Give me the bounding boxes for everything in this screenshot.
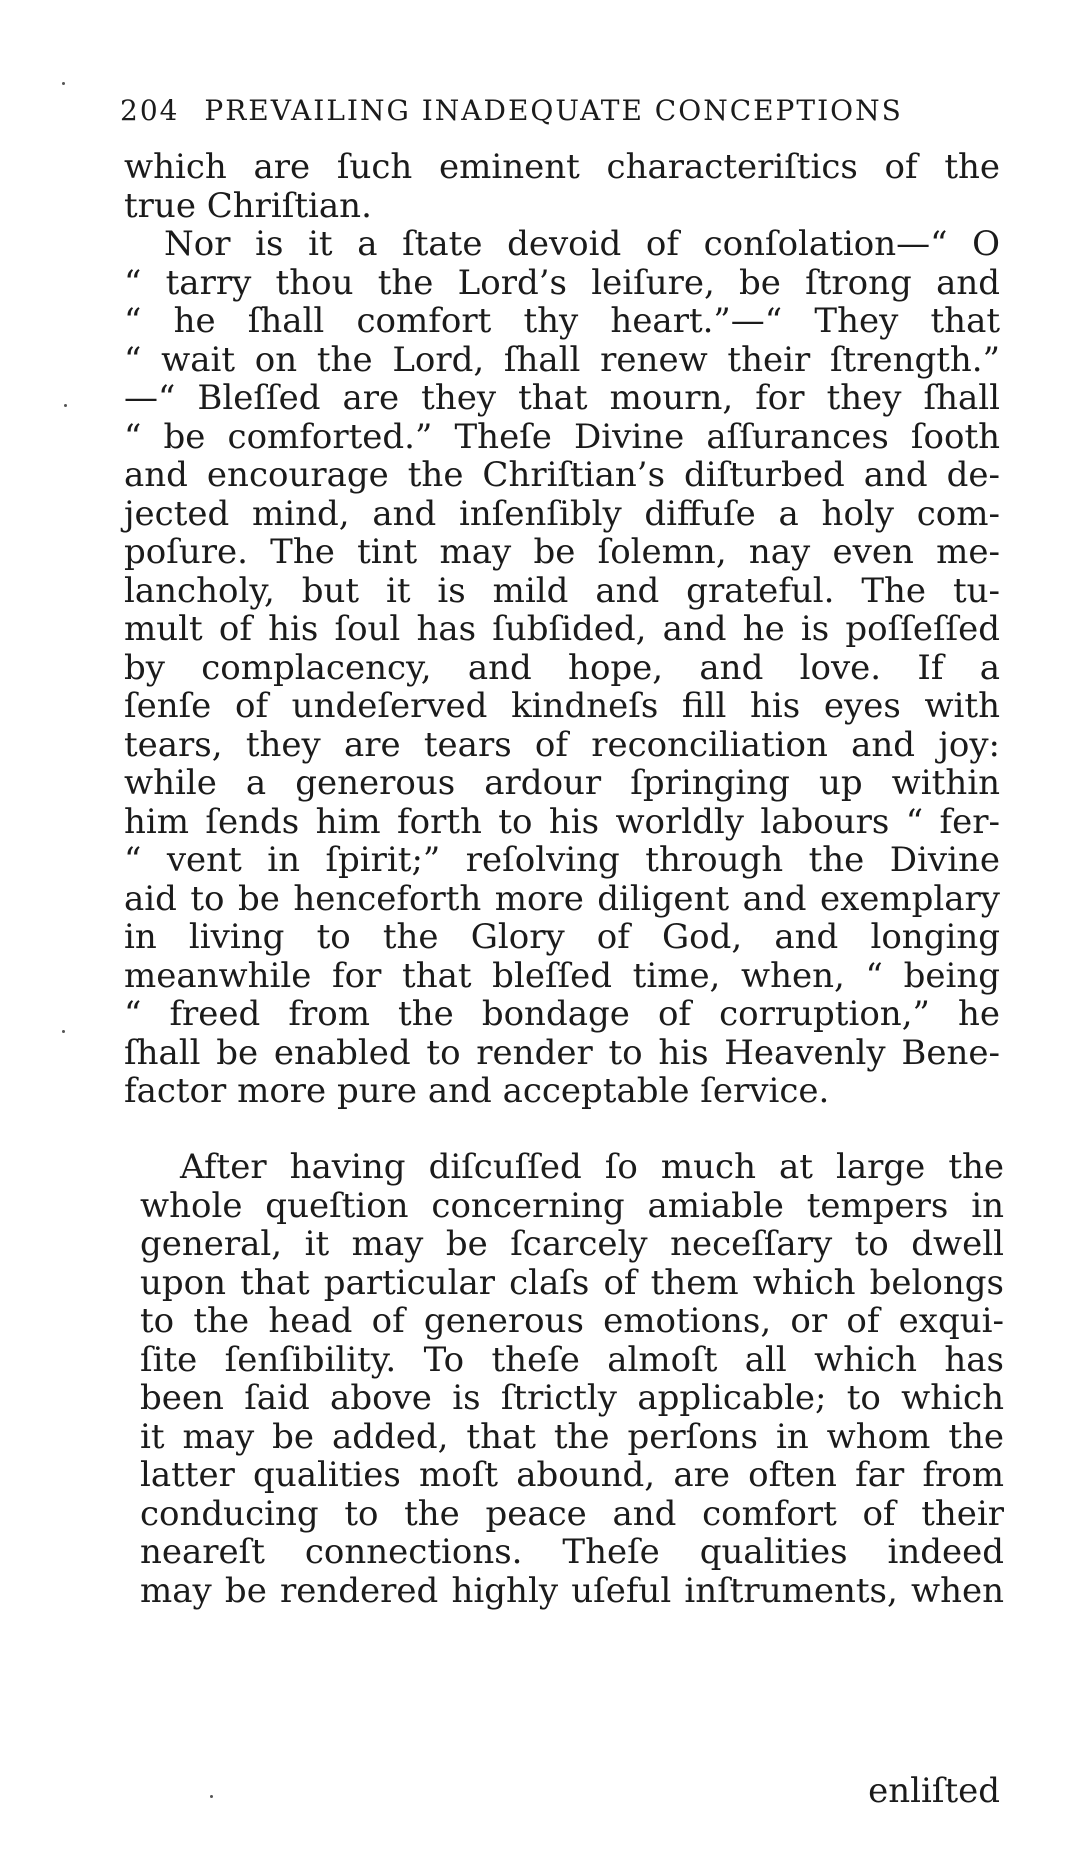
text-line: “ be comforted.” Theſe Divine aſſurances ſooth [124,416,1000,457]
text-line: it may be added, that the perſons in whom the [140,1416,1004,1457]
text-line: mult of his ſoul has ſubſided, and he is poſſeſſed [124,609,1000,649]
text-line: After having diſcuſſed ſo much at large the [180,1147,1004,1187]
text-line: ſenſe of undeſerved kindneſs fill his eyes with [124,686,1000,726]
text-line: ſhall be enabled to render to his Heavenly Bene- [124,1032,1000,1073]
paragraph-consolation [124,225,1000,1111]
text-line: lancholy, but it is mild and grateful. The tu- [124,570,1000,611]
paragraph-continued [124,148,1000,225]
margin-speck [62,82,65,85]
text-line: latter qualities moſt abound, are often far from [140,1455,1004,1495]
running-head [120,94,1000,127]
text-line: Nor is it a ſtate devoid of conſolation—“ O [164,224,1000,264]
page-number: 204 [120,94,180,127]
text-line: which are ſuch eminent characteriſtics of the [124,147,1000,187]
catchword: enliſted [868,1771,1000,1811]
text-line: factor more pure and acceptable ſervice. [124,1071,830,1111]
text-line: meanwhile for that bleſſed time, when, “ being [124,955,1000,996]
text-line: to the head of generous emotions, or of exqui- [140,1301,1004,1341]
text-line: neareſt connections. Theſe qualities indeed [140,1532,1004,1572]
text-line: ſite ſenſibility. To theſe almoſt all which has [140,1339,1004,1380]
text-line: may be rendered highly uſeful inſtruments, when [140,1570,1004,1611]
text-line: “ wait on the Lord, ſhall renew their ſtrength.” [124,339,1000,380]
text-line: “ he ſhall comfort thy heart.”—“ They that [124,301,1000,341]
text-line: conducing to the peace and comfort of their [140,1493,1004,1534]
text-line: him ſends him forth to his worldly labours “ fer- [124,801,1000,842]
running-title: PREVAILING INADEQUATE CONCEPTIONS [204,94,903,127]
text-line: and encourage the Chriſtian’s diſturbed and de- [124,455,1000,495]
paragraph-generous-emotions [140,1148,1004,1610]
text-line: been ſaid above is ſtrictly applicable; to which [140,1378,1004,1418]
text-line: upon that particular claſs of them which belongs [140,1262,1004,1303]
text-line: aid to be henceforth more diligent and exemplary [124,878,1000,919]
text-line: poſure. The tint may be ſolemn, nay even me- [124,532,1000,572]
text-line: “ tarry thou the Lord’s leiſure, be ſtrong and [124,262,1000,303]
margin-speck [64,404,67,407]
text-line: while a generous ardour ſpringing up within [124,763,1000,803]
text-line: whole queſtion concerning amiable tempers in [140,1185,1004,1226]
text-line: tears, they are tears of reconciliation and joy: [124,724,1000,765]
text-line: “ vent in ſpirit;” reſolving through the Divine [124,840,1000,880]
text-line: jected mind, and inſenſibly diffuſe a holy com- [124,493,1000,534]
margin-speck [62,1030,65,1033]
text-line: true Chriſtian. [124,185,372,226]
text-line: general, it may be ſcarcely neceſſary to dwell [140,1224,1004,1264]
margin-speck [210,1795,213,1798]
text-line: “ freed from the bondage of corruption,” he [124,994,1000,1034]
text-line: by complacency, and hope, and love. If a [124,647,1000,688]
text-line: —“ Bleſſed are they that mourn, for they ſhall [124,378,1000,418]
text-line: in living to the Glory of God, and longing [124,917,1000,957]
